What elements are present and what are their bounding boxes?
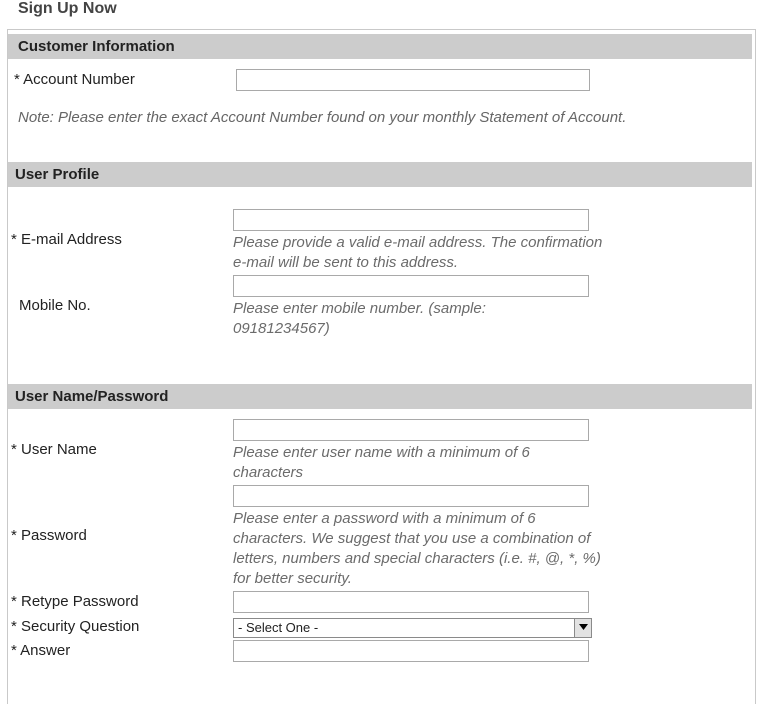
email-label: * E-mail Address [11,231,122,248]
user-name-input[interactable] [233,419,589,441]
email-input[interactable] [233,209,589,231]
security-question-selected-value: - Select One - [238,620,319,635]
password-input[interactable] [233,485,589,507]
mobile-hint: Please enter mobile number. (sample: 09181234567) [233,300,486,337]
account-number-note: Note: Please enter the exact Account Number found on your monthly Statement of Account. [18,109,627,126]
retype-password-input[interactable] [233,591,589,613]
account-number-input[interactable] [236,69,590,91]
section-header-customer-information: Customer Information [8,34,752,59]
chevron-down-icon[interactable] [574,619,591,637]
user-name-label: * User Name [11,441,97,458]
answer-input[interactable] [233,640,589,662]
answer-label: * Answer [11,642,71,659]
user-name-hint: Please enter user name with a minimum of 6 characters [233,444,530,481]
retype-password-label: * Retype Password [11,593,139,610]
section-header-user-profile: User Profile [8,162,752,187]
account-number-label: * Account Number [14,71,135,88]
password-label: * Password [11,527,87,544]
password-hint: Please enter a password with a minimum of 6 characters. We suggest that you use a combination of letters, numbers and special characters (i.e. #, @, *, %) for better security. [233,510,601,587]
mobile-input[interactable] [233,275,589,297]
section-header-user-name-password: User Name/Password [8,384,752,409]
page-title: Sign Up Now [18,0,117,17]
mobile-label: Mobile No. [19,297,91,314]
security-question-select[interactable] [233,618,592,638]
email-hint: Please provide a valid e-mail address. The confirmation e-mail will be sent to this address. [233,234,603,271]
security-question-label: * Security Question [11,618,140,635]
